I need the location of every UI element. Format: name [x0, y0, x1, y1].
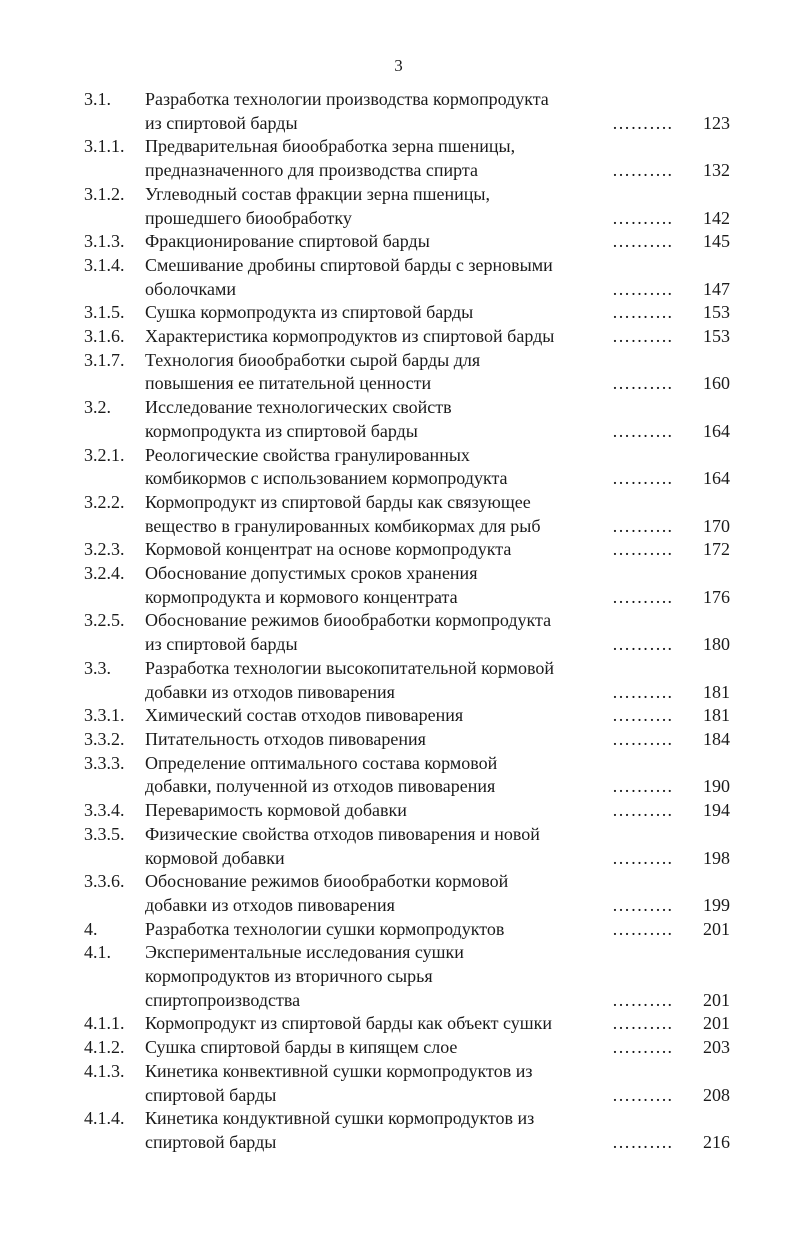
toc-entry-number: 4.1.2.	[84, 1037, 125, 1058]
toc-entry-number: 3.2.	[84, 397, 111, 418]
toc-dot-leader: ……….	[612, 231, 673, 252]
toc-dot-leader: ……….	[612, 847, 673, 868]
toc-entry	[0, 538, 797, 562]
toc-entry-title-line: Кинетика конвективной сушки кормопродуктов из	[145, 1060, 533, 1081]
toc-entry-page: 147	[703, 278, 730, 299]
toc-entry-number: 3.1.7.	[84, 349, 125, 370]
toc-entry-page: 142	[703, 207, 730, 228]
toc-entry-page: 181	[703, 681, 730, 702]
toc-entry-title-line: вещество в гранулированных комбикормах для рыб	[145, 515, 541, 536]
toc-entry-title-line: из спиртовой барды	[145, 634, 298, 655]
toc-entry-page: 123	[703, 112, 730, 133]
toc-entry	[0, 1012, 797, 1036]
toc-entry-number: 3.1.2.	[84, 183, 125, 204]
toc-entry-title	[145, 704, 595, 728]
table-of-contents	[0, 88, 797, 1155]
toc-dot-leader: ……….	[612, 539, 673, 560]
toc-dot-leader: ……….	[612, 326, 673, 347]
toc-entry-page: 208	[703, 1084, 730, 1105]
toc-entry-title	[145, 1012, 595, 1036]
toc-dot-leader: ……….	[612, 1084, 673, 1105]
toc-dot-leader: ……….	[612, 918, 673, 939]
toc-entry-page: 203	[703, 1037, 730, 1058]
toc-entry-title-line: Кормопродукт из спиртовой барды как объект сушки	[145, 1013, 553, 1034]
toc-entry-title	[145, 1060, 595, 1107]
toc-entry-title	[145, 325, 595, 349]
toc-entry-number: 4.	[84, 918, 98, 939]
toc-entry-page: 184	[703, 728, 730, 749]
toc-entry-title-line: комбикормов с использованием кормопродукта	[145, 468, 508, 489]
toc-entry-title-line: Физические свойства отходов пивоварения и новой	[145, 823, 540, 844]
toc-entry	[0, 183, 797, 230]
toc-entry-page: 164	[703, 420, 730, 441]
toc-entry	[0, 728, 797, 752]
toc-entry-title	[145, 301, 595, 325]
toc-entry-title-line: Реологические свойства гранулированных	[145, 444, 470, 465]
toc-entry-title	[145, 870, 595, 917]
toc-entry-title-line: Кинетика кондуктивной сушки кормопродуктов из	[145, 1108, 535, 1129]
toc-entry	[0, 941, 797, 1012]
toc-dot-leader: ……….	[612, 800, 673, 821]
toc-entry-number: 3.3.1.	[84, 705, 125, 726]
toc-entry	[0, 491, 797, 538]
toc-entry-number: 3.2.1.	[84, 444, 125, 465]
toc-entry-title-line: Характеристика кормопродуктов из спиртовой барды	[145, 326, 555, 347]
toc-dot-leader: ……….	[612, 420, 673, 441]
toc-entry-title-line: Определение оптимального состава кормовой	[145, 752, 498, 773]
toc-entry-title-line: предназначенного для производства спирта	[145, 160, 478, 181]
toc-entry	[0, 870, 797, 917]
toc-entry-title-line: Экспериментальные исследования сушки	[145, 942, 464, 963]
toc-entry	[0, 823, 797, 870]
toc-entry-title-line: Фракционирование спиртовой барды	[145, 231, 430, 252]
toc-entry-number: 4.1.	[84, 942, 111, 963]
toc-entry	[0, 799, 797, 823]
toc-entry-title-line: Обоснование режимов биообработки кормопродукта	[145, 610, 552, 631]
toc-dot-leader: ……….	[612, 207, 673, 228]
toc-entry-title-line: Переваримость кормовой добавки	[145, 800, 407, 821]
toc-entry-title-line: Химический состав отходов пивоварения	[145, 705, 464, 726]
toc-entry-page: 145	[703, 231, 730, 252]
toc-entry-number: 3.3.6.	[84, 871, 125, 892]
toc-entry	[0, 444, 797, 491]
toc-entry-title	[145, 88, 595, 135]
toc-entry-number: 4.1.3.	[84, 1060, 125, 1081]
toc-entry-number: 3.2.2.	[84, 491, 125, 512]
toc-entry-number: 3.3.3.	[84, 752, 125, 773]
toc-dot-leader: ……….	[612, 989, 673, 1010]
toc-entry-number: 3.2.3.	[84, 539, 125, 560]
toc-entry-title	[145, 254, 595, 301]
toc-entry-title	[145, 444, 595, 491]
toc-entry-title-line: Углеводный состав фракции зерна пшеницы,	[145, 183, 490, 204]
toc-entry-title-line: Сушка спиртовой барды в кипящем слое	[145, 1037, 458, 1058]
toc-entry-title-line: Технология биообработки сырой барды для	[145, 349, 481, 370]
toc-entry-title-line: Смешивание дробины спиртовой барды с зерновыми	[145, 254, 553, 275]
toc-entry-title	[145, 1036, 595, 1060]
toc-entry-page: 153	[703, 302, 730, 323]
toc-entry-page: 194	[703, 800, 730, 821]
toc-entry	[0, 609, 797, 656]
toc-entry	[0, 657, 797, 704]
toc-entry	[0, 1107, 797, 1154]
toc-entry-number: 3.1.	[84, 89, 111, 109]
toc-entry-title-line: кормопродукта и кормового концентрата	[145, 586, 458, 607]
toc-entry-title-line: повышения ее питательной ценности	[145, 373, 432, 394]
toc-entry-number: 4.1.1.	[84, 1013, 125, 1034]
toc-entry-number: 3.3.5.	[84, 823, 125, 844]
toc-entry-title-line: прошедшего биообработку	[145, 207, 352, 228]
toc-entry-title-line: Кормопродукт из спиртовой барды как связующее	[145, 491, 531, 512]
toc-entry-title-line: Исследование технологических свойств	[145, 397, 452, 418]
toc-entry-title	[145, 918, 595, 942]
toc-dot-leader: ……….	[612, 776, 673, 797]
toc-entry-page: 160	[703, 373, 730, 394]
toc-entry-number: 3.3.4.	[84, 800, 125, 821]
toc-entry-title-line: из спиртовой барды	[145, 112, 298, 133]
toc-entry	[0, 704, 797, 728]
toc-entry-page: 198	[703, 847, 730, 868]
toc-entry	[0, 1036, 797, 1060]
toc-entry-title-line: кормопродукта из спиртовой барды	[145, 420, 418, 441]
toc-entry-title-line: добавки из отходов пивоварения	[145, 681, 395, 702]
toc-entry-title-line: Сушка кормопродукта из спиртовой барды	[145, 302, 474, 323]
toc-entry	[0, 562, 797, 609]
toc-entry-title-line: добавки из отходов пивоварения	[145, 894, 395, 915]
toc-entry-title	[145, 135, 595, 182]
toc-entry-title	[145, 609, 595, 656]
toc-entry-page: 216	[703, 1131, 730, 1152]
toc-entry	[0, 1060, 797, 1107]
toc-dot-leader: ……….	[612, 302, 673, 323]
toc-entry-title	[145, 799, 595, 823]
toc-entry-page: 170	[703, 515, 730, 536]
toc-entry-page: 199	[703, 894, 730, 915]
toc-entry-title	[145, 349, 595, 396]
toc-dot-leader: ……….	[612, 634, 673, 655]
toc-entry-page: 181	[703, 705, 730, 726]
toc-entry-title-line: Предварительная биообработка зерна пшеницы,	[145, 136, 516, 157]
toc-entry-title	[145, 538, 595, 562]
toc-entry-title-line: спиртовой барды	[145, 1131, 277, 1152]
toc-entry-title-line: оболочками	[145, 278, 236, 299]
toc-entry	[0, 325, 797, 349]
toc-entry-title-line: Обоснование режимов биообработки кормовой	[145, 871, 509, 892]
toc-entry-number: 3.2.4.	[84, 563, 125, 584]
toc-entry-page: 201	[703, 989, 730, 1010]
toc-entry-title-line: Разработка технологии производства кормопродукта	[145, 89, 549, 109]
toc-entry-title-line: спиртопроизводства	[145, 989, 301, 1010]
page-number: 3	[394, 56, 403, 75]
toc-entry	[0, 230, 797, 254]
toc-entry-title	[145, 728, 595, 752]
toc-entry	[0, 254, 797, 301]
toc-entry-page: 180	[703, 634, 730, 655]
toc-entry-title-line: спиртовой барды	[145, 1084, 277, 1105]
toc-entry-number: 3.2.5.	[84, 610, 125, 631]
toc-dot-leader: ……….	[612, 278, 673, 299]
toc-entry-title	[145, 1107, 595, 1154]
toc-entry-title-line: добавки, полученной из отходов пивоварения	[145, 776, 496, 797]
toc-entry-number: 3.3.2.	[84, 728, 125, 749]
toc-entry-title-line: Разработка технологии высокопитательной кормовой	[145, 657, 555, 678]
toc-entry-page: 172	[703, 539, 730, 560]
toc-entry	[0, 752, 797, 799]
toc-entry-title	[145, 657, 595, 704]
toc-entry-page: 201	[703, 1013, 730, 1034]
toc-entry-title	[145, 396, 595, 443]
toc-entry-title	[145, 491, 595, 538]
toc-entry	[0, 88, 797, 135]
toc-dot-leader: ……….	[612, 468, 673, 489]
toc-entry	[0, 301, 797, 325]
toc-entry-title	[145, 752, 595, 799]
toc-entry-page: 190	[703, 776, 730, 797]
toc-dot-leader: ……….	[612, 373, 673, 394]
toc-entry-page: 132	[703, 160, 730, 181]
toc-dot-leader: ……….	[612, 160, 673, 181]
toc-entry-page: 176	[703, 586, 730, 607]
toc-entry-title-line: Обоснование допустимых сроков хранения	[145, 563, 478, 584]
toc-entry-number: 3.1.1.	[84, 136, 125, 157]
toc-entry	[0, 918, 797, 942]
toc-entry-title	[145, 562, 595, 609]
toc-entry	[0, 135, 797, 182]
toc-entry-title	[145, 230, 595, 254]
toc-dot-leader: ……….	[612, 515, 673, 536]
toc-entry-title-line: кормопродуктов из вторичного сырья	[145, 966, 433, 987]
toc-entry-page: 201	[703, 918, 730, 939]
toc-entry-number: 3.3.	[84, 657, 111, 678]
toc-entry-title-line: кормовой добавки	[145, 847, 285, 868]
toc-dot-leader: ……….	[612, 1013, 673, 1034]
toc-dot-leader: ……….	[612, 1131, 673, 1152]
toc-dot-leader: ……….	[612, 705, 673, 726]
toc-entry-number: 3.1.6.	[84, 326, 125, 347]
toc-dot-leader: ……….	[612, 894, 673, 915]
toc-entry-number: 3.1.3.	[84, 231, 125, 252]
toc-entry-title-line: Разработка технологии сушки кормопродуктов	[145, 918, 505, 939]
toc-entry-title-line: Кормовой концентрат на основе кормопродукта	[145, 539, 512, 560]
toc-entry	[0, 349, 797, 396]
toc-entry-number: 3.1.4.	[84, 254, 125, 275]
toc-entry	[0, 396, 797, 443]
toc-dot-leader: ……….	[612, 112, 673, 133]
toc-entry-number: 4.1.4.	[84, 1108, 125, 1129]
toc-entry-number: 3.1.5.	[84, 302, 125, 323]
toc-entry-title-line: Питательность отходов пивоварения	[145, 728, 426, 749]
toc-dot-leader: ……….	[612, 681, 673, 702]
toc-entry-page: 164	[703, 468, 730, 489]
toc-entry-title	[145, 183, 595, 230]
toc-entry-page: 153	[703, 326, 730, 347]
toc-entry-title	[145, 823, 595, 870]
toc-dot-leader: ……….	[612, 728, 673, 749]
toc-dot-leader: ……….	[612, 1037, 673, 1058]
toc-entry-title	[145, 941, 595, 1012]
toc-dot-leader: ……….	[612, 586, 673, 607]
